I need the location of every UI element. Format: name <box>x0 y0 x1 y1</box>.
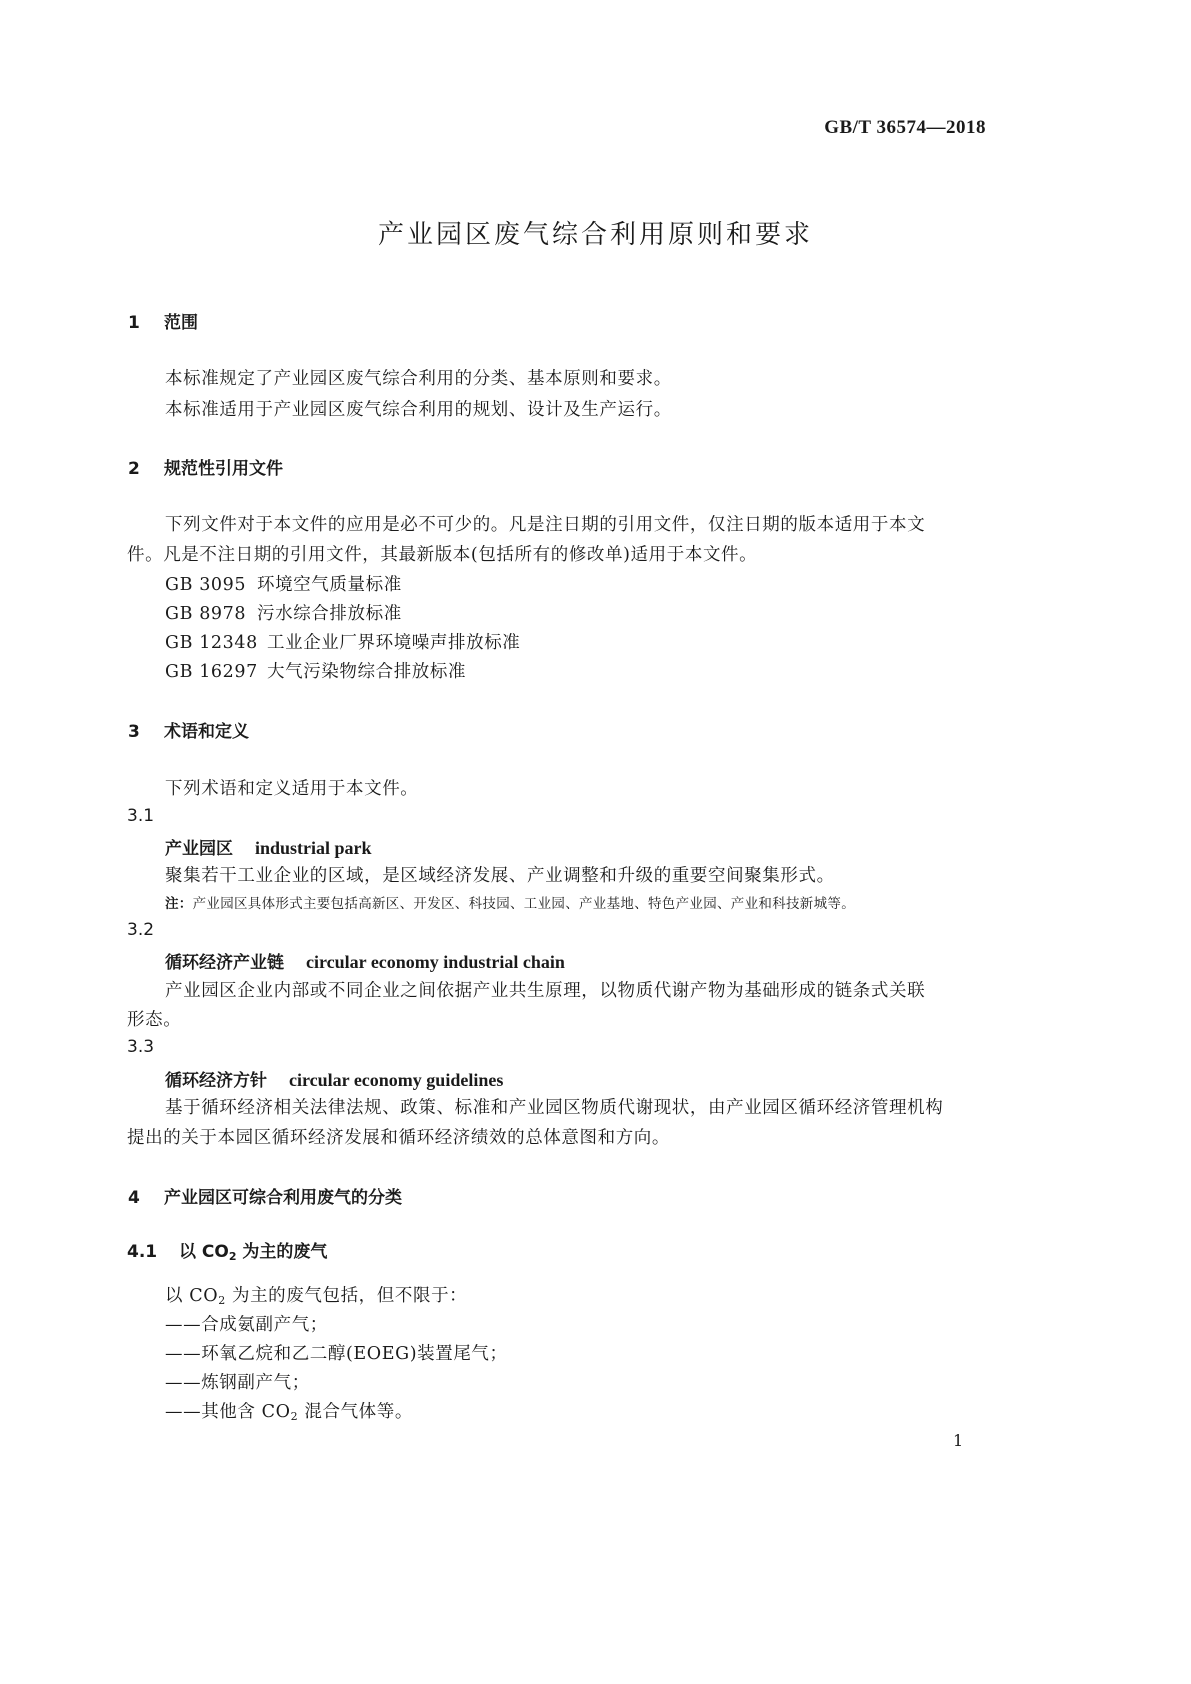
text-part: 以 CO <box>165 1286 219 1306</box>
reference-name: 大气污染物综合排放标准 <box>267 662 467 682</box>
note-label: 注： <box>165 896 193 912</box>
term-note <box>165 892 855 912</box>
section-3-heading <box>128 717 249 742</box>
text-part: 混合气体等。 <box>298 1402 413 1422</box>
list-item: ——炼钢副产气； <box>165 1373 310 1393</box>
term-chinese: 产业园区 <box>165 839 233 859</box>
subscript: 2 <box>290 1410 299 1423</box>
text-part: ——其他含 CO <box>165 1402 291 1422</box>
subscript: 2 <box>218 1294 226 1307</box>
document-title: 产业园区废气综合利用原则和要求 <box>377 220 813 250</box>
paragraph: 本标准规定了产业园区废气综合利用的分类、基本原则和要求。 <box>165 369 672 389</box>
term-definition: 基于循环经济相关法律法规、政策、标准和产业园区物质代谢现状，由产业园区循环经济管理机构 <box>165 1098 944 1118</box>
term-definition-continuation: 提出的关于本园区循环经济发展和循环经济绩效的总体意图和方向。 <box>127 1128 670 1148</box>
term-chinese: 循环经济方针 <box>165 1071 267 1091</box>
term-entry <box>165 1066 503 1091</box>
term-entry <box>165 948 565 973</box>
text-part: 为主的废气包括，但不限于： <box>225 1286 468 1306</box>
subsection-4-1-heading <box>127 1237 327 1263</box>
term-number: 3.1 <box>127 806 155 826</box>
reference-item <box>165 600 402 625</box>
section-title: 产业园区可综合利用废气的分类 <box>164 1188 402 1208</box>
term-definition-continuation: 形态。 <box>127 1010 182 1030</box>
paragraph <box>165 1282 467 1307</box>
reference-code: GB 3095 <box>165 575 247 595</box>
term-chinese: 循环经济产业链 <box>165 953 284 973</box>
paragraph-continuation: 件。凡是不注日期的引用文件，其最新版本(包括所有的修改单)适用于本文件。 <box>127 545 758 565</box>
term-entry <box>165 834 372 859</box>
section-2-heading <box>128 454 283 479</box>
reference-name: 环境空气质量标准 <box>257 575 402 595</box>
reference-item <box>165 629 520 654</box>
reference-code: GB 16297 <box>165 662 258 682</box>
term-definition: 聚集若干工业企业的区域，是区域经济发展、产业调整和升级的重要空间聚集形式。 <box>165 866 835 886</box>
term-number: 3.2 <box>127 920 155 940</box>
list-item <box>165 1398 413 1423</box>
subsection-title-part: 以 CO <box>179 1242 229 1262</box>
list-item: ——环氧乙烷和乙二醇(EOEG)装置尾气； <box>165 1344 508 1364</box>
reference-item <box>165 658 466 683</box>
subsection-title-part: 为主的废气 <box>236 1242 328 1262</box>
subsection-number: 4.1 <box>127 1242 158 1262</box>
section-4-heading <box>128 1183 402 1208</box>
reference-name: 工业企业厂界环境噪声排放标准 <box>267 633 521 653</box>
paragraph: 下列术语和定义适用于本文件。 <box>165 779 419 799</box>
reference-name: 污水综合排放标准 <box>257 604 402 624</box>
section-number: 2 <box>128 459 140 479</box>
subscript: 2 <box>228 1250 237 1263</box>
section-title: 规范性引用文件 <box>164 459 283 479</box>
term-english: circular economy guidelines <box>289 1070 504 1090</box>
section-1-heading <box>128 308 198 333</box>
paragraph: 本标准适用于产业园区废气综合利用的规划、设计及生产运行。 <box>165 400 672 420</box>
term-english: circular economy industrial chain <box>306 952 565 972</box>
list-item: ——合成氨副产气； <box>165 1315 328 1335</box>
page-number: 1 <box>953 1431 964 1450</box>
section-number: 4 <box>128 1188 140 1208</box>
reference-code: GB 12348 <box>165 633 258 653</box>
section-title: 术语和定义 <box>164 722 249 742</box>
section-number: 3 <box>128 722 140 742</box>
standard-code: GB/T 36574—2018 <box>824 117 986 138</box>
term-english: industrial park <box>255 838 372 858</box>
note-text: 产业园区具体形式主要包括高新区、开发区、科技园、工业园、产业基地、特色产业园、产业和科技新城等。 <box>192 896 856 912</box>
reference-code: GB 8978 <box>165 604 247 624</box>
reference-item <box>165 571 402 596</box>
term-definition: 产业园区企业内部或不同企业之间依据产业共生原理，以物质代谢产物为基础形成的链条式关联 <box>165 981 926 1001</box>
section-title: 范围 <box>164 313 198 333</box>
section-number: 1 <box>128 313 140 333</box>
paragraph: 下列文件对于本文件的应用是必不可少的。凡是注日期的引用文件，仅注日期的版本适用于本文 <box>165 515 926 535</box>
term-number: 3.3 <box>127 1037 155 1057</box>
